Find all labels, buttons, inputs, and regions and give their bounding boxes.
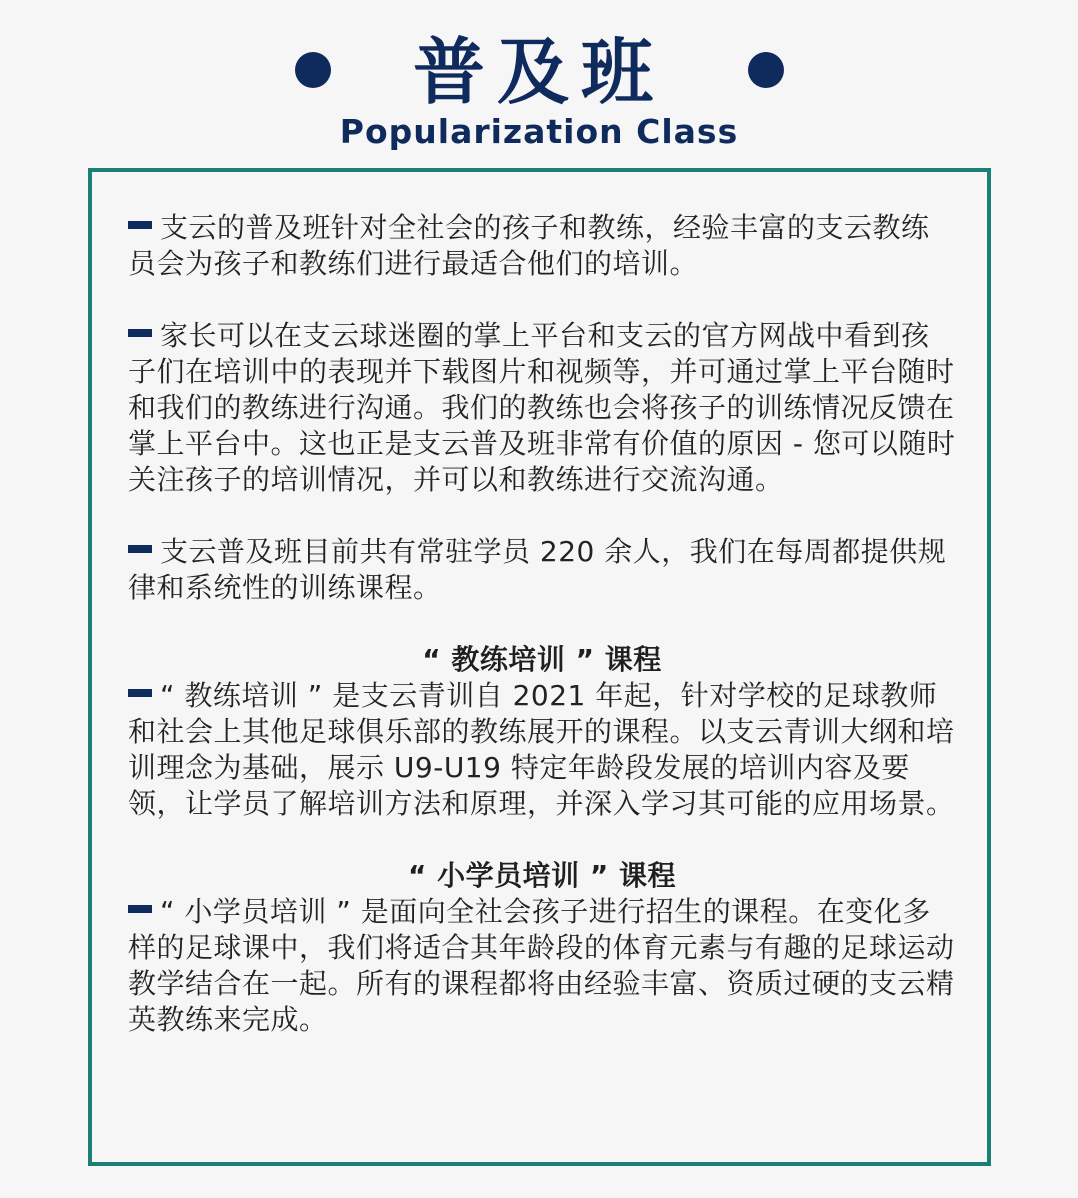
- section-youth-training: [128, 894, 956, 1038]
- dash-bullet-icon: [128, 221, 152, 229]
- paragraph-text: 支云的普及班针对全社会的孩子和教练，经验丰富的支云教练员会为孩子和教练们进行最适合他们的培训。: [128, 211, 930, 280]
- section-text: “ 小学员培训 ” 是面向全社会孩子进行招生的课程。在变化多样的足球课中，我们将适合其年龄段的体育元素与有趣的足球运动教学结合在一起。所有的课程都将由经验丰富、资质过硬的支云精英教练来完成。: [128, 895, 955, 1036]
- right-dot-decoration: [748, 52, 784, 88]
- dash-bullet-icon: [128, 689, 152, 697]
- paragraph-students: [128, 534, 956, 606]
- section-coach-training: [128, 678, 956, 822]
- paragraph-intro: [128, 210, 956, 282]
- paragraph-text: 家长可以在支云球迷圈的掌上平台和支云的官方网战中看到孩子们在培训中的表现并下载图片和视频等，并可通过掌上平台随时和我们的教练进行沟通。我们的教练也会将孩子的训练情况反馈在掌上平台中。这也正是支云普及班非常有价值的原因 - 您可以随时关注孩子的培训情况，并可以和教练进行交流沟通。: [128, 319, 956, 496]
- page-subtitle: Popularization Class: [339, 112, 739, 151]
- section-text: “ 教练培训 ” 是支云青训自 2021 年起，针对学校的足球教师和社会上其他足球俱乐部的教练展开的课程。以支云青训大纲和培训理念为基础，展示 U9-U19 特定年龄段发展的培训内容及要领，让学员了解培训方法和原理，并深入学习其可能的应用场景。: [128, 679, 955, 820]
- dash-bullet-icon: [128, 329, 152, 337]
- dash-bullet-icon: [128, 905, 152, 913]
- paragraph-parents: [128, 318, 956, 498]
- section-heading-coach-training: “ 教练培训 ” 课程: [422, 643, 662, 676]
- content-body: [128, 210, 956, 1074]
- section-heading-youth-training: “ 小学员培训 ” 课程: [407, 859, 677, 892]
- header: [0, 0, 1078, 168]
- dash-bullet-icon: [128, 545, 152, 553]
- paragraph-text: 支云普及班目前共有常驻学员 220 余人，我们在每周都提供规律和系统性的训练课程。: [128, 535, 947, 604]
- content-frame: [88, 168, 991, 1166]
- page-title: 普及班: [412, 30, 665, 114]
